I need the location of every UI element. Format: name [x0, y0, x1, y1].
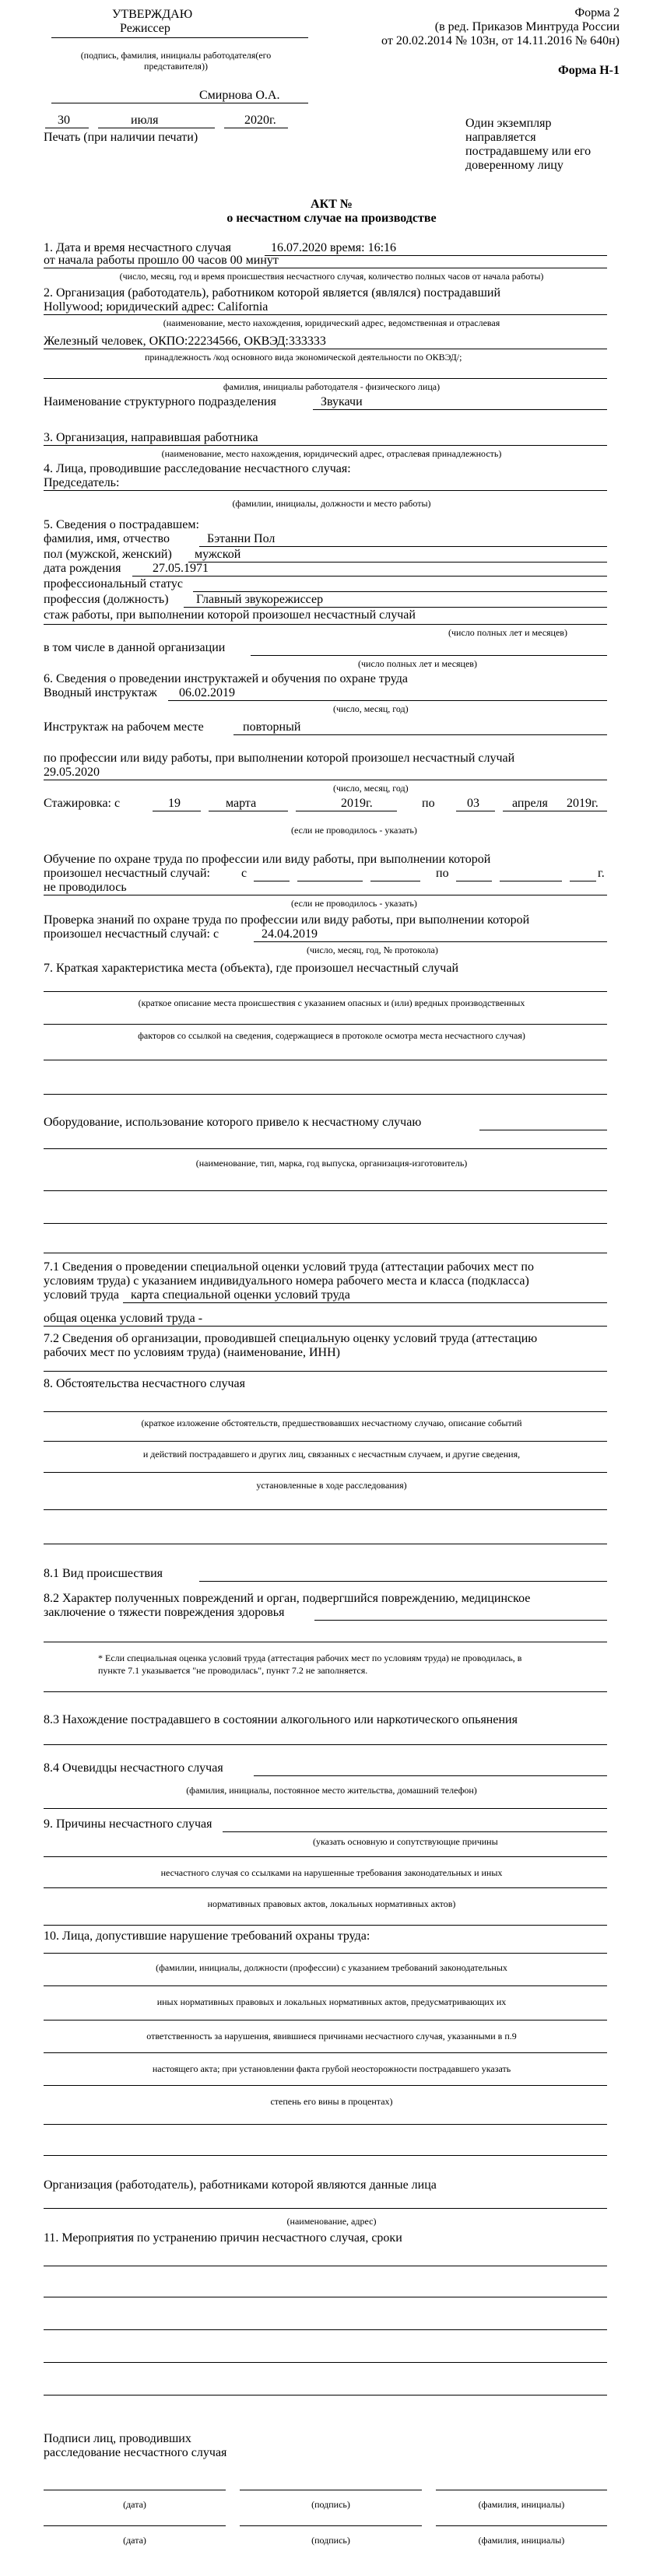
sign-row-1-sign: (подпись) [311, 2499, 350, 2510]
copy-note-3: пострадавшему или его [465, 145, 592, 158]
s5-exp-label: стаж работы, при выполнении которой произошел несчастный случай [44, 608, 416, 622]
sign-row-2-sign: (подпись) [311, 2535, 350, 2546]
sign-row-1-date: (дата) [123, 2499, 146, 2510]
s8-caption-1: (краткое изложение обстоятельств, предшествовавших несчастному случаю, описание событий [141, 1418, 522, 1428]
s7-label: 7. Краткая характеристика места (объекта), где произошел несчастный случай [44, 962, 459, 975]
approve-month: июля [131, 114, 159, 127]
s10-label: 10. Лица, допустившие нарушение требований охраны труда: [44, 1929, 370, 1943]
footnote-1: * Если специальная оценка условий труда (аттестация рабочих мест по условиям труда) не проводилась, в [98, 1652, 522, 1663]
s5-label: 5. Сведения о пострадавшем: [44, 518, 199, 531]
s83-label: 8.3 Нахождение пострадавшего в состоянии алкогольного или наркотического опьянения [44, 1713, 518, 1726]
s1-value: 16.07.2020 время: 16:16 [271, 241, 397, 254]
approve-stamp: Печать (при наличии печати) [44, 131, 198, 144]
s71-label-3: условий труда [44, 1288, 119, 1302]
act-title: АКТ № [311, 198, 353, 211]
s5-prof-label: профессия (должность) [44, 593, 169, 606]
s6-intern-month-1: марта [226, 797, 257, 810]
s6-check-caption: (число, месяц, год, № протокола) [307, 945, 438, 955]
copy-note-1: Один экземпляр [465, 117, 552, 130]
s5-sex-label: пол (мужской, женский) [44, 548, 172, 561]
s6-prof-date: 29.05.2020 [44, 766, 100, 779]
s6-check-1: Проверка знаний по охране труда по профессии или виду работы, при выполнении которой [44, 913, 530, 927]
s6-label: 6. Сведения о проведении инструктажей и обучения по охране труда [44, 672, 409, 685]
s8-caption-2: и действий пострадавшего и других лиц, связанных с несчастным случаем, и другие сведения, [142, 1449, 521, 1460]
approve-day: 30 [58, 114, 70, 127]
s84-label: 8.4 Очевидцы несчастного случая [44, 1761, 223, 1775]
s2-caption-1: (наименование, место нахождения, юридический адрес, ведомственная и отраслевая [163, 317, 500, 328]
s6-intern-month-2: апреля [512, 797, 548, 810]
s10-caption-4: настоящего акта; при установлении факта грубой неосторожности пострадавшего указать [152, 2063, 511, 2074]
s6-check-2: произошел несчастный случай: с [44, 927, 219, 941]
s72-label-1: 7.2 Сведения об организации, проводившей специальную оценку условий труда (аттестацию [44, 1332, 538, 1345]
approve-title: УТВЕРЖДАЮ [112, 8, 193, 21]
s5-prof-value: Главный звукорежиссер [196, 593, 324, 606]
s6-intern-po: по [422, 797, 435, 810]
s84-caption: (фамилия, инициалы, постоянное место жительства, домашний телефон) [186, 1785, 477, 1796]
s6-intern-caption: (если не проводилось - указать) [291, 825, 417, 836]
s7-equip-caption: (наименование, тип, марка, год выпуска, организация-изготовитель) [195, 1158, 468, 1169]
s10-caption-5: степень его вины в процентах) [270, 2096, 393, 2107]
s6-train-1: Обучение по охране труда по профессии или виду работы, при выполнении которой [44, 853, 491, 866]
unit-label: Наименование структурного подразделения [44, 395, 277, 408]
sign-row-1-name: (фамилия, инициалы) [478, 2499, 565, 2510]
form-edition-1: (в ред. Приказов Минтруда России [434, 20, 620, 33]
s5-org-exp-label: в том числе в данной организации [44, 641, 226, 654]
s10-caption-3: ответственность за нарушения, явившиеся причинами несчастного случая, указанными в п.9 [146, 2031, 517, 2042]
s81-label: 8.1 Вид происшествия [44, 1567, 163, 1580]
s82-label-2: заключение о тяжести повреждения здоровья [44, 1606, 285, 1619]
s6-intern-day-2: 03 [467, 797, 479, 810]
s5-name-value: Бэтанни Пол [207, 532, 276, 545]
signs-label-2: расследование несчастного случая [44, 2446, 227, 2459]
s6-train-s: с [241, 867, 248, 880]
s6-train-none: не проводилось [44, 881, 127, 894]
approve-name: Смирнова О.А. [199, 89, 280, 102]
s71-value: карта специальной оценки условий труда [131, 1288, 350, 1302]
s10-org-caption: (наименование, адрес) [286, 2216, 377, 2227]
s4-label: 4. Лица, проводившие расследование несчастного случая: [44, 462, 351, 475]
s10-caption-1: (фамилии, инициалы, должности (профессии) с указанием требований законодательных [156, 1962, 507, 1973]
s6-intern-label: Стажировка: с [44, 797, 121, 810]
signs-label-1: Подписи лиц, проводивших [44, 2432, 191, 2445]
s2-caption-2: принадлежность /код основного вида экономической деятельности по ОКВЭД/; [145, 352, 462, 363]
s2-caption-3: фамилия, инициалы работодателя - физического лица) [223, 381, 441, 392]
s5-org-exp-caption: (число полных лет и месяцев) [358, 658, 477, 669]
s9-caption-2: несчастного случая со ссылками на нарушенные требования законодательных и иных [160, 1867, 503, 1878]
s6-train-caption: (если не проводилось - указать) [291, 898, 417, 909]
s6-intern-year-1: 2019г. [341, 797, 373, 810]
s3-label: 3. Организация, направившая работника [44, 431, 258, 444]
s6-train-g: г. [598, 867, 605, 880]
s5-sex-value: мужской [195, 548, 241, 561]
s6-train-2: произошел несчастный случай: [44, 867, 210, 880]
s8-caption-3: установленные в ходе расследования) [256, 1480, 407, 1491]
s6-intro-label: Вводный инструктаж [44, 686, 157, 699]
s11-label: 11. Мероприятия по устранению причин несчастного случая, сроки [44, 2231, 402, 2245]
s7-caption-2: факторов со ссылкой на сведения, содержащиеся в протоколе осмотра места несчастного случая) [138, 1030, 525, 1041]
sign-row-2-name: (фамилия, инициалы) [478, 2535, 565, 2546]
s2-line2: Hollywood; юридический адрес: California [44, 300, 269, 314]
s5-dob-value: 27.05.1971 [153, 562, 209, 575]
approve-caption-1: (подпись, фамилия, инициалы работодателя(его [80, 50, 272, 61]
s4-chair: Председатель: [44, 476, 120, 489]
form-number: Форма 2 [574, 6, 620, 19]
form-code: Форма Н-1 [558, 64, 620, 77]
s82-label-1: 8.2 Характер полученных повреждений и орган, подвергшийся повреждению, медицинское [44, 1592, 531, 1605]
s6-train-po: по [436, 867, 449, 880]
s6-intro-value: 06.02.2019 [179, 686, 235, 699]
s6-check-value: 24.04.2019 [262, 927, 318, 941]
s9-caption-1: (указать основную и сопутствующие причины [313, 1836, 498, 1847]
s10-org-label: Организация (работодатель), работниками которой являются данные лица [44, 2178, 437, 2192]
copy-note-4: доверенному лицу [465, 159, 563, 172]
s10-caption-2: иных нормативных правовых и локальных нормативных актов, предусматривающих их [156, 1996, 507, 2007]
unit-value: Звукачи [321, 395, 363, 408]
s6-intern-day-1: 19 [168, 797, 181, 810]
s9-caption-3: нормативных правовых актов, локальных нормативных актов) [207, 1898, 456, 1909]
s7-equip-label: Оборудование, использование которого привело к несчастному случаю [44, 1116, 422, 1129]
act-subtitle: о несчастном случае на производстве [226, 212, 437, 225]
s5-status-label: профессиональный статус [44, 577, 184, 591]
s4-caption: (фамилии, инициалы, должности и место работы) [232, 498, 431, 509]
s9-label: 9. Причины несчастного случая [44, 1817, 212, 1831]
approve-year: 2020г. [244, 114, 276, 127]
s1-line2: от начала работы прошло 00 часов 00 минут [44, 254, 279, 267]
s6-workplace-label: Инструктаж на рабочем месте [44, 720, 204, 734]
s2-label: 2. Организация (работодатель), работником которой является (являлся) пострадавший [44, 286, 501, 300]
s6-workplace-value: повторный [243, 720, 301, 734]
approve-position: Режиссер [120, 22, 170, 35]
copy-note-2: направляется [465, 131, 536, 144]
s72-label-2: рабочих мест по условиям труда) (наименование, ИНН) [44, 1346, 340, 1359]
s8-label: 8. Обстоятельства несчастного случая [44, 1377, 245, 1390]
s71-total: общая оценка условий труда - [44, 1312, 203, 1325]
s2-line3: Железный человек, ОКПО:22234566, ОКВЭД:333333 [44, 335, 326, 348]
s71-label-2: условиям труда) с указанием индивидуального номера рабочего места и класса (подкласса) [44, 1274, 529, 1288]
approve-caption-2: представителя)) [144, 61, 208, 72]
s5-exp-caption: (число полных лет и месяцев) [448, 627, 567, 638]
footnote-2: пункте 7.1 указывается "не проводилась", пункт 7.2 не заполняется. [98, 1665, 368, 1676]
s1-caption: (число, месяц, год и время происшествия несчастного случая, количество полных часов от начала работы) [119, 271, 544, 282]
s6-intro-caption: (число, месяц, год) [333, 703, 409, 714]
s6-prof-label: по профессии или виду работы, при выполнении которой произошел несчастный случай [44, 752, 515, 765]
s5-name-label: фамилия, имя, отчество [44, 532, 170, 545]
s71-label-1: 7.1 Сведения о проведении специальной оценки условий труда (аттестации рабочих мест по [44, 1260, 534, 1274]
s6-intern-year-2: 2019г. [567, 797, 599, 810]
s1-label: 1. Дата и время несчастного случая [44, 241, 231, 254]
s6-prof-caption: (число, месяц, год) [333, 783, 409, 794]
form-edition-2: от 20.02.2014 № 103н, от 14.11.2016 № 640н) [381, 34, 620, 47]
sign-row-2-date: (дата) [123, 2535, 146, 2546]
s3-caption: (наименование, место нахождения, юридический адрес, отраслевая принадлежность) [161, 448, 502, 459]
s5-dob-label: дата рождения [44, 562, 121, 575]
s7-caption-1: (краткое описание места происшествия с указанием опасных и (или) вредных производственных [138, 997, 525, 1008]
